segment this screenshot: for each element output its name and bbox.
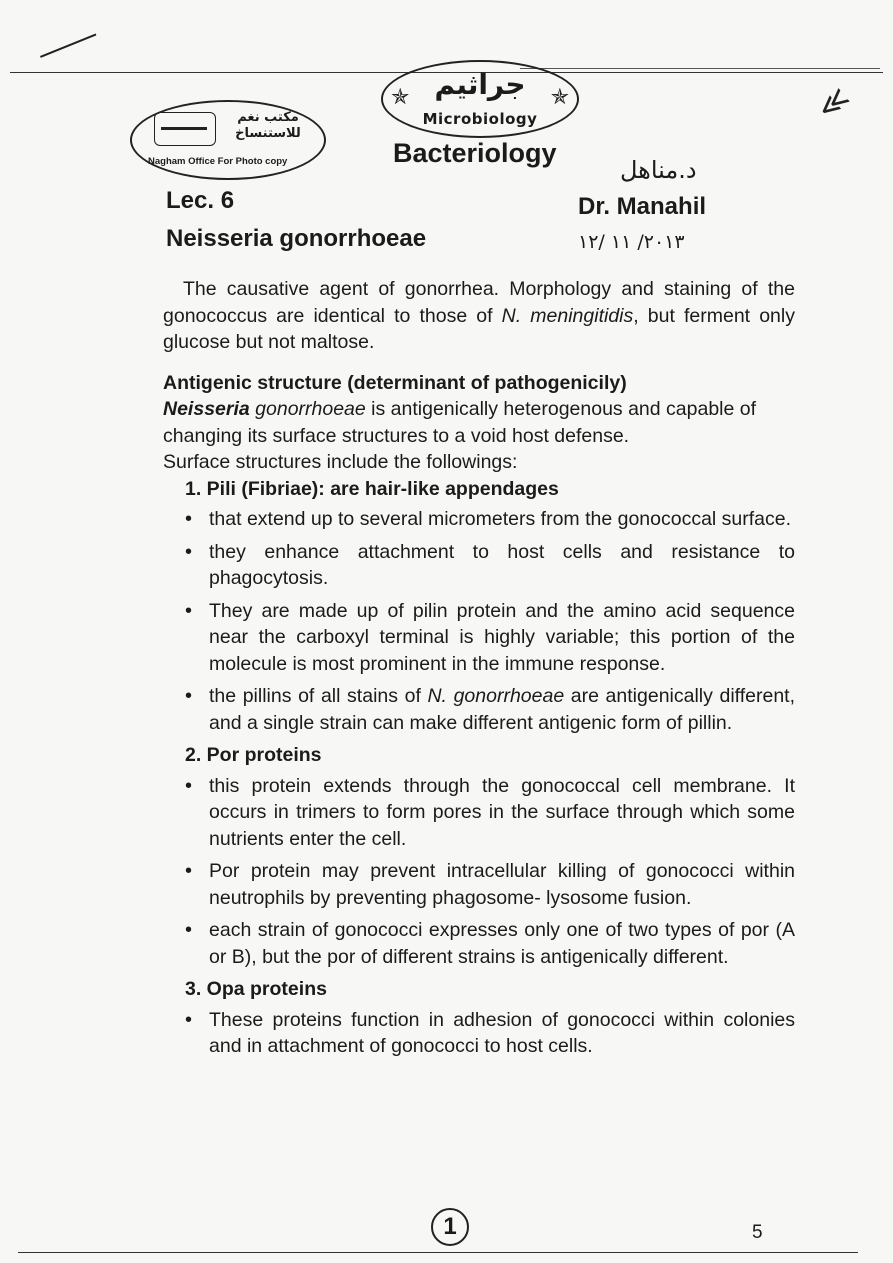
lecturer-name: Dr. Manahil xyxy=(578,193,707,220)
species-name: gonorrhoeae xyxy=(255,398,366,420)
intro-text: The causative agent of gonorrhea. Morphology and staining of the gonococcus are identical to those of xyxy=(163,278,795,327)
genus-name: Neisseria xyxy=(163,398,250,420)
stamp-arabic xyxy=(228,110,308,142)
list-item xyxy=(209,683,795,736)
lecture-topic: Neisseria gonorrhoeae xyxy=(166,225,427,252)
subject-title: Bacteriology xyxy=(393,138,557,168)
list-item: • These proteins function in adhesion of gonococci within colonies and in attachment of gonococci to host cells. xyxy=(209,1007,795,1060)
list-item: • this protein extends through the gonococcal cell membrane. It occurs in trimers to form pores in the surface through which some nutrients enter the cell. xyxy=(209,773,795,853)
stamp-logo-icon xyxy=(154,112,216,146)
department-logo xyxy=(381,60,579,138)
bullet-text-end: are antigenically different, and a single strain can make different antigenic form of pillin. xyxy=(209,685,796,734)
logo-english: Microbiology xyxy=(422,110,538,128)
office-stamp xyxy=(130,100,326,180)
list-item: • Por protein may prevent intracellular killing of gonococci within neutrophils by preventing phagosome- lysosome fusion. xyxy=(209,858,795,911)
bottom-rule xyxy=(18,1252,858,1253)
bullet-text: the pillins of all stains of xyxy=(209,685,428,707)
pili-list xyxy=(163,506,795,736)
bullet-species: N. gonorrhoeae xyxy=(427,685,565,707)
surface-intro: Surface structures include the followings: xyxy=(163,451,518,473)
star-icon: ✯ xyxy=(550,84,569,109)
intro-text-end: , but ferment only glucose but not maltose. xyxy=(163,304,795,353)
star-icon: ✯ xyxy=(391,84,410,109)
antigenic-paragraph xyxy=(163,396,795,449)
opa-list xyxy=(163,1007,795,1060)
circled-page-marker: 1 xyxy=(431,1208,469,1246)
intro-paragraph xyxy=(163,276,795,356)
lecture-body xyxy=(163,276,795,1066)
antigenic-text: is antigenically heterogenous and capable of changing its surface structures to a void host defense. xyxy=(163,398,757,447)
por-list xyxy=(163,773,795,971)
section-title-pili: 1. Pili (Fibriae): are hair-like appendages xyxy=(185,477,559,500)
list-item: • that extend up to several micrometers from the gonococcal surface. xyxy=(209,506,795,533)
antigenic-heading: Antigenic structure (determinant of pathogenicily) xyxy=(163,371,627,394)
page-number: 5 xyxy=(752,1222,763,1243)
pen-stroke xyxy=(40,34,96,58)
lecture-date: ٢٠١٣/ ١١ /١٢ xyxy=(578,231,685,253)
logo-arabic: جراثيم xyxy=(434,68,526,101)
section-title-por: 2. Por proteins xyxy=(185,744,322,766)
list-item: • they enhance attachment to host cells and resistance to phagocytosis. xyxy=(209,539,795,592)
corner-scribble: ≪ xyxy=(810,80,857,127)
list-item: • each strain of gonococci expresses only one of two types of por (A or B), but the por of different strains is antigenically different. xyxy=(209,917,795,970)
stamp-arabic-name: مكتب نغم xyxy=(237,110,299,125)
list-item: • They are made up of pilin protein and the amino acid sequence near the carboxyl terminal is highly variable; this portion of the molecule is most prominent in the immune response. xyxy=(209,598,795,678)
intro-species: N. meningitidis xyxy=(501,304,634,327)
stamp-english: Nagham Office For Photo copy xyxy=(148,156,288,167)
lecture-number: Lec. 6 xyxy=(166,187,235,214)
lecturer-arabic: د.مناهل xyxy=(620,156,697,184)
section-title-opa: 3. Opa proteins xyxy=(185,978,327,1000)
stamp-arabic-service: للاستنساخ xyxy=(235,126,301,141)
